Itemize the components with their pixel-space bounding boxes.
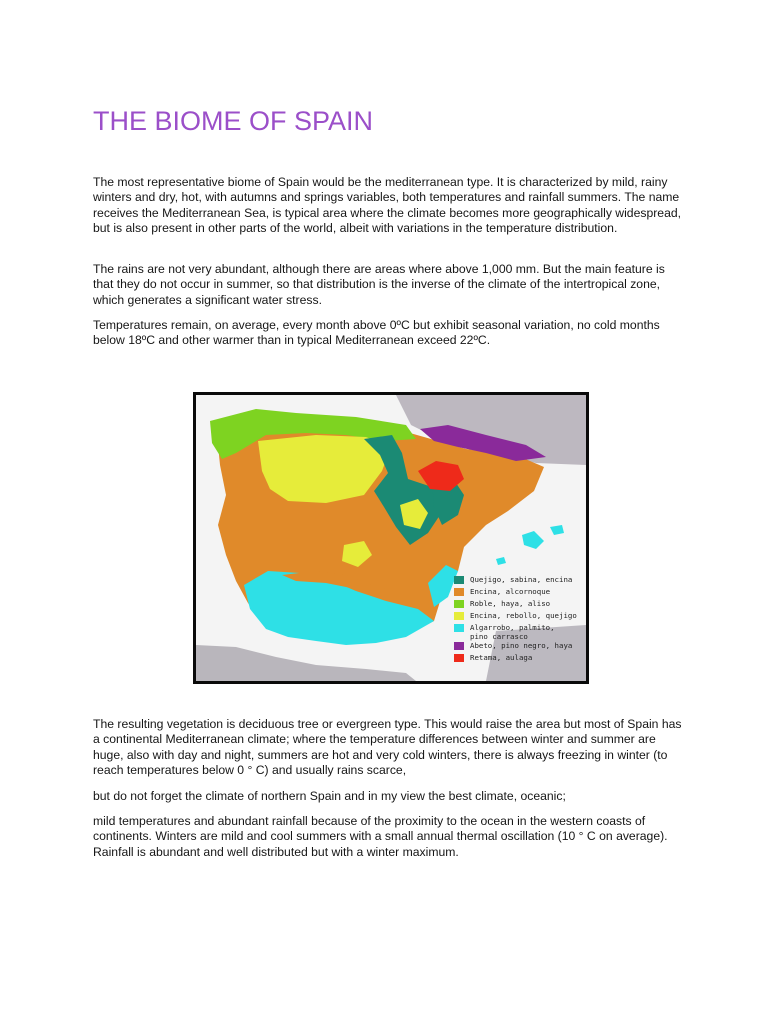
legend-label: Roble, haya, aliso <box>470 599 551 608</box>
legend-swatch <box>454 612 464 620</box>
legend-label: Retama, aulaga <box>470 653 533 662</box>
legend-item <box>454 653 577 665</box>
legend-label: Encina, rebollo, quejigo <box>470 611 577 620</box>
legend-swatch <box>454 600 464 608</box>
paragraph-northern-climate: but do not forget the climate of northern Spain and in my view the best climate, oceanic; <box>93 789 566 803</box>
paragraph-temperatures: Temperatures remain, on average, every month above 0ºC but exhibit seasonal variation, no cold months below 18ºC and other warmer than in typical Mediterranean exceed 22ºC. <box>93 318 660 348</box>
paragraph-vegetation: The resulting vegetation is deciduous tree or evergreen type. This would raise the area but most of Spain has a continental Mediterranean climate; where the temperature differences between winter and summer are huge, also with day and night, summers are hot and very cold winters, there is always freezing in winter (to reach temperatures below 0 ° C) and usually rains scarce, <box>93 717 682 778</box>
legend-label: Quejigo, sabina, encina <box>470 575 573 584</box>
legend-item <box>454 641 577 653</box>
paragraph-oceanic: mild temperatures and abundant rainfall because of the proximity to the ocean in the western coasts of continents. Winters are mild and cool summers with a small annual thermal oscillation (10 ° C on average). Rainfall is abundant and well distributed but with a winter maximum. <box>93 814 668 859</box>
legend-swatch <box>454 654 464 662</box>
paragraph-rains: The rains are not very abundant, although there are areas where above 1,000 mm. But the main feature is that they do not occur in summer, so that distribution is the inverse of the climate of the intertropical zone, which generates a significant water stress. <box>93 262 665 307</box>
balearic-island-menorca <box>550 525 564 535</box>
legend-swatch <box>454 576 464 584</box>
legend-item <box>454 611 577 623</box>
legend-item <box>454 599 577 611</box>
legend-item <box>454 575 577 587</box>
page-title: THE BIOME OF SPAIN <box>93 106 374 136</box>
legend-swatch <box>454 624 464 632</box>
paragraph-intro: The most representative biome of Spain would be the mediterranean type. It is characterized by mild, rainy winters and dry, hot, with autumns and springs variables, both temperatures and rainfall summers. The name receives the Mediterranean Sea, is typical area where the climate becomes more geographically widespread, but is also present in other parts of the world, albeit with variations in the temperature distribution. <box>93 175 682 236</box>
legend-swatch <box>454 588 464 596</box>
legend-label: Abeto, pino negro, haya <box>470 641 573 650</box>
map-legend <box>454 575 577 665</box>
legend-label: Algarrobo, palmito, pino carrasco <box>470 623 555 641</box>
legend-label: Encina, alcornoque <box>470 587 551 596</box>
vegetation-map <box>193 392 589 684</box>
legend-item <box>454 587 577 599</box>
africa-land <box>196 645 416 681</box>
balearic-island-ibiza <box>496 557 506 565</box>
legend-item <box>454 623 577 641</box>
legend-swatch <box>454 642 464 650</box>
balearic-island-mallorca <box>522 531 544 549</box>
